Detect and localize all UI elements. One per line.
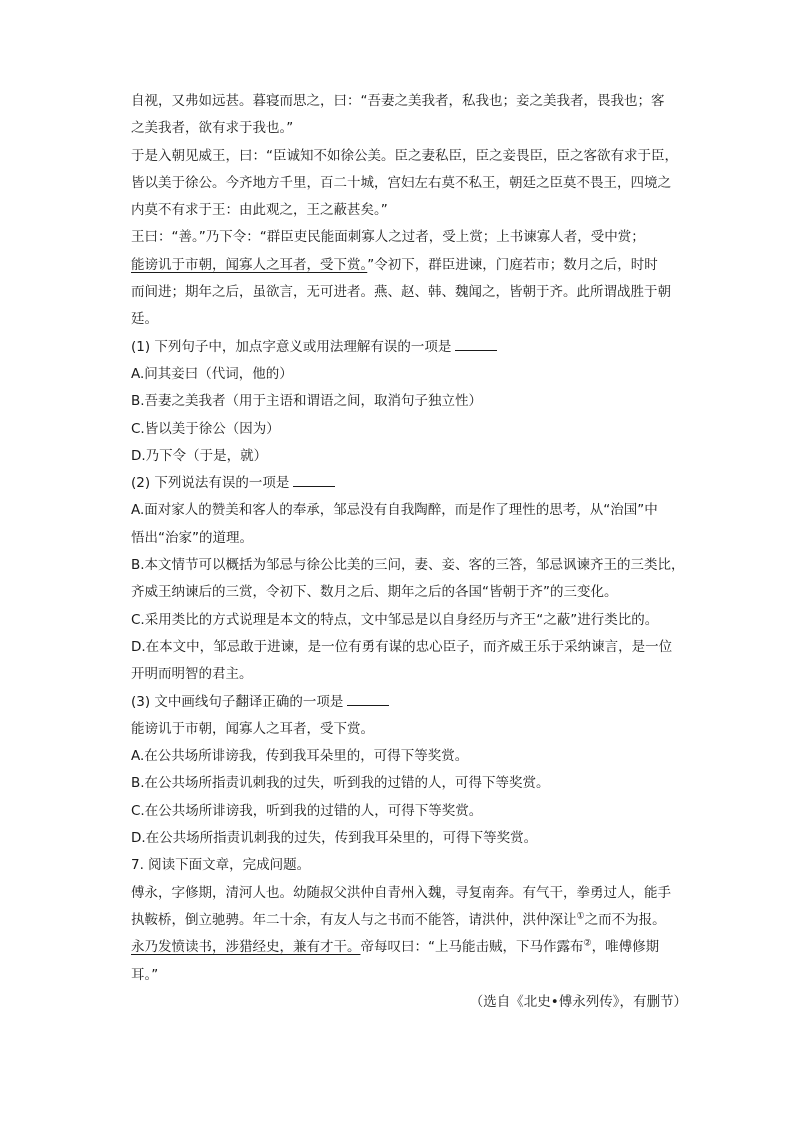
underlined-sentence: 永乃发愤读书，涉猎经史，兼有才干。: [131, 939, 361, 956]
answer-blank[interactable]: [347, 693, 389, 706]
passage-line: 内莫不有求于王：由此观之，王之蔽甚矣。”: [131, 202, 388, 219]
option-d: D.乃下令（于是，就）: [131, 447, 268, 464]
passage-line: 王曰：“善。”乃下令：“群臣吏民能面刺寡人之过者，受上赏；上书谏寡人者，受中赏；: [131, 229, 645, 246]
footnote-marker: ②: [583, 938, 592, 949]
passage-line: [131, 252, 671, 279]
passage-line: 耳。”: [131, 966, 159, 983]
underlined-sentence: 能谤讥于市朝，闻寡人之耳者，受下赏。: [131, 256, 368, 273]
option-a: A.在公共场所诽谤我，传到我耳朵里的，可得下等奖赏。: [131, 748, 469, 765]
option-b: B.在公共场所指责讥刺我的过失，听到我的过错的人，可得下等奖赏。: [131, 775, 550, 792]
option-a: A.问其妾曰（代词，他的）: [131, 365, 293, 382]
passage-line: 永乃发愤读书，涉猎经史，兼有才干。帝每叹曰：“上马能击贼，下马作露布②，唯傅修期: [131, 938, 660, 956]
option-a: A.面对家人的赞美和客人的奉承，邹忌没有自我陶醉，而是作了理性的思考，从“治国”中: [131, 502, 658, 519]
passage-line: 而间进；期年之后，虽欲言，无可进者。燕、赵、韩、魏闻之，皆朝于齐。此所谓战胜于朝: [131, 284, 671, 301]
question-7-heading: 7. 阅读下面文章，完成问题。: [131, 857, 311, 874]
option-c: C.皆以美于徐公（因为）: [131, 420, 280, 437]
passage-line: 傅永，字修期，清河人也。幼随叔父洪仲自青州入魏，寻复南奔。有气干，拳勇过人，能手: [131, 884, 671, 901]
answer-blank[interactable]: [293, 474, 335, 487]
answer-blank[interactable]: [455, 338, 497, 351]
passage-line: 之美我者，欲有求于我也。”: [131, 120, 294, 137]
passage-line: 廷。: [131, 311, 158, 328]
question-2-stem: (2) 下列说法有误的一项是: [131, 470, 671, 497]
option-d: D.在公共场所指责讥刺我的过失，传到我耳朵里的，可得下等奖赏。: [131, 830, 538, 847]
question-1-stem: (1) 下列句子中，加点字意义或用法理解有误的一项是: [131, 334, 671, 361]
option-d: D.在本文中，邹忌敢于进谏，是一位有勇有谋的忠心臣子，而齐威王乐于采纳谏言，是一位: [131, 638, 673, 655]
option-c: C.采用类比的方式说理是本文的特点，文中邹忌是以自身经历与齐王“之蔽”进行类比的。: [131, 611, 659, 628]
footnote-marker: ①: [576, 911, 585, 922]
passage-text: ”令初下，群臣进谏，门庭若市；数月之后，时时: [367, 256, 658, 273]
source-citation: （选自《北史•傅永列传》，有删节）: [469, 993, 687, 1010]
option-b: B.吾妻之美我者（用于主语和谓语之间，取消句子独立性）: [131, 393, 483, 410]
question-3-stem: (3) 文中画线句子翻译正确的一项是: [131, 689, 671, 716]
quoted-sentence: 能谤讥于市朝，闻寡人之耳者，受下赏。: [131, 720, 374, 737]
document-page: [131, 88, 687, 1016]
option-b: B.本文情节可以概括为邹忌与徐公比美的三问，妻、妾、客的三答，邹忌讽谏齐王的三类比，: [131, 557, 685, 574]
option-b-cont: 齐威王纳谏后的三赏，令初下、数月之后、期年之后的各国“皆朝于齐”的三变化。: [131, 584, 618, 601]
passage-line: 皆以美于徐公。今齐地方千里，百二十城，宫妇左右莫不私王，朝廷之臣莫不畏王，四境之: [131, 174, 671, 191]
option-c: C.在公共场所诽谤我，听到我的过错的人，可得下等奖赏。: [131, 802, 483, 819]
option-d-cont: 开明而明智的君主。: [131, 666, 253, 683]
option-a-cont: 悟出“治家”的道理。: [131, 529, 253, 546]
passage-line: 自视，又弗如远甚。暮寝而思之，曰：“吾妻之美我者，私我也；妾之美我者，畏我也；客: [131, 93, 665, 109]
passage-line: 执鞍桥，倒立驰骋。年二十余，有友人与之书而不能答，请洪仲，洪仲深让①之而不为报。: [131, 911, 666, 928]
passage-line: 于是入朝见威王，曰：“臣诚知不如徐公美。臣之妻私臣，臣之妾畏臣，臣之客欲有求于臣，: [131, 147, 678, 164]
